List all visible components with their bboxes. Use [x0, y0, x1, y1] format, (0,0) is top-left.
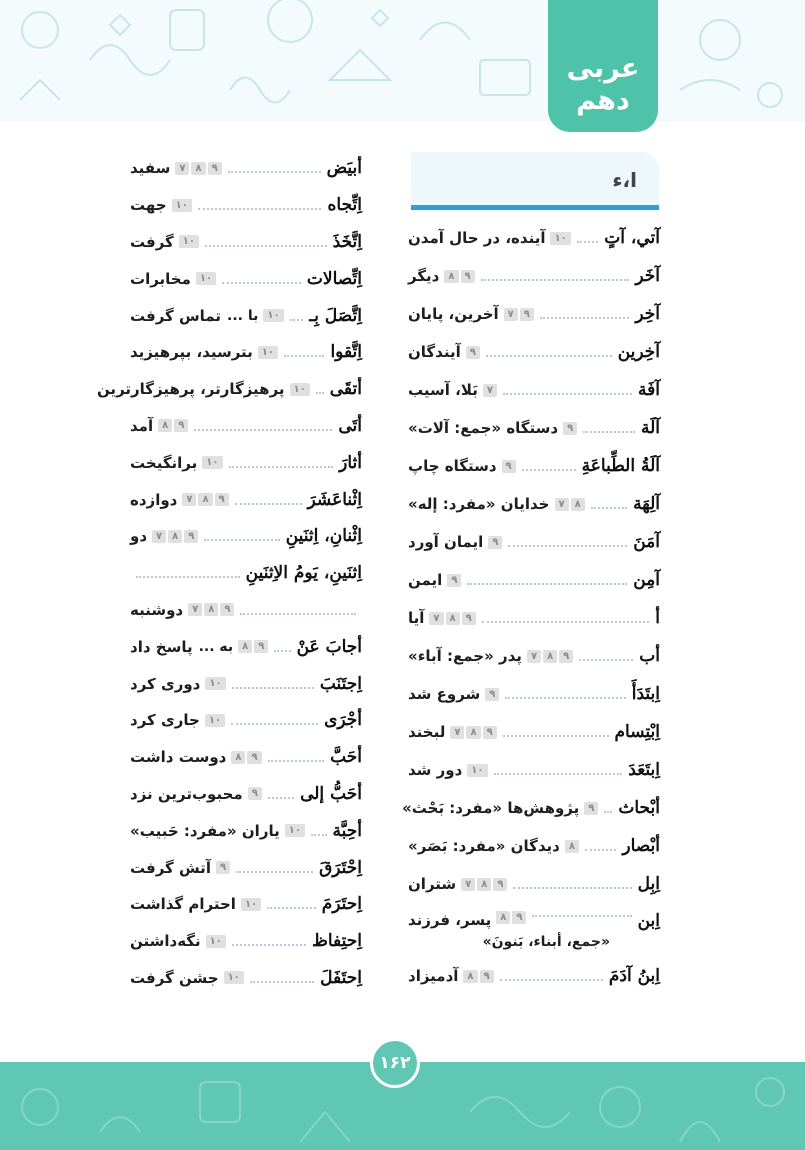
arabic-word: أ: [655, 608, 660, 628]
grade-tags: [563, 422, 577, 435]
grade-tag: ۷: [527, 650, 541, 663]
grade-tags: [555, 498, 585, 511]
left-column: [96, 150, 362, 996]
grade-tags: [202, 456, 222, 469]
arabic-word: اِتِّجاه: [327, 195, 362, 216]
section-title: ا،ء: [612, 168, 637, 192]
grade-tag: ۷: [483, 384, 497, 397]
vocab-entry: [130, 224, 362, 261]
arabic-word: أجابَ عَنْ: [296, 636, 362, 657]
vocab-entry: [408, 485, 660, 523]
arabic-word: اِثْناعَشَرَ: [307, 489, 362, 510]
arabic-word: اِثْنانِ، اِثنَینِ: [285, 526, 362, 547]
persian-meaning: دیدگان «مفرد: بَصَر»: [408, 837, 560, 855]
grade-tags: [182, 493, 228, 506]
leader-dots: [274, 650, 290, 652]
grade-tag: ۹: [462, 612, 476, 625]
leader-dots: [579, 659, 633, 661]
persian-meaning: دوشنبه: [130, 600, 184, 619]
vocab-entry: [408, 675, 660, 713]
leader-dots: [577, 241, 599, 243]
persian-meaning: ایمن: [408, 571, 443, 589]
grade-tag: ۸: [543, 650, 557, 663]
grade-tag: ۷: [555, 498, 569, 511]
grade-tag: ۹: [512, 911, 526, 924]
grade-tag: ۱۰: [205, 714, 225, 727]
badge-grade: دهم: [576, 85, 630, 116]
grade-tag: ۹: [493, 878, 507, 891]
grade-tag: ۹: [563, 422, 577, 435]
grade-tag: ۱۰: [258, 346, 278, 359]
leader-dots: [232, 944, 306, 946]
persian-meaning: آمد: [130, 416, 154, 435]
leader-dots: [585, 849, 616, 851]
grade-tags: [152, 530, 198, 543]
grade-tag: ۹: [215, 493, 229, 506]
persian-meaning: جاری کرد: [130, 711, 200, 730]
grade-tag: ۹: [485, 688, 499, 701]
leader-dots: [482, 621, 650, 623]
vocab-entry: [408, 523, 660, 561]
grade-tag: ۹: [216, 861, 230, 874]
grade-tag: ۸: [444, 270, 458, 283]
arabic-word: أحَبُّ إلی: [300, 783, 362, 804]
plural-note: «جمع، أبناء، بَنونَ»: [482, 934, 610, 950]
grade-tags: [429, 612, 475, 625]
arabic-word: أبْصار: [622, 836, 660, 856]
grade-tag: ۹: [184, 530, 198, 543]
vocab-entry: [408, 257, 660, 295]
grade-tags: [206, 935, 226, 948]
leader-dots: [235, 503, 302, 505]
arabic-word: أحَبَّ: [330, 747, 362, 768]
grade-tag: ۹: [447, 574, 461, 587]
persian-meaning: دستگاه چاپ: [408, 457, 497, 475]
grade-tags: [527, 650, 573, 663]
grade-tags: [466, 346, 480, 359]
arabic-word: أب: [639, 646, 660, 666]
vocab-entry: [130, 260, 362, 297]
persian-meaning: یاران «مفرد: حَبیب»: [130, 821, 280, 840]
leader-dots: [194, 429, 332, 431]
persian-meaning: پاسخ داد: [130, 637, 193, 656]
vocab-entry: [96, 371, 362, 408]
arabic-word: آلِهَة: [633, 494, 660, 514]
persian-meaning: مخابرات: [130, 269, 191, 288]
arabic-word: اِحتَفَلَ: [320, 967, 362, 988]
grade-tags: [290, 383, 310, 396]
vocab-entry: [130, 812, 362, 849]
persian-meaning: پژوهش‌ها «مفرد: بَحْث»: [402, 799, 580, 817]
vocab-entry: [130, 555, 362, 592]
leader-dots: [250, 981, 314, 983]
section-header: [411, 152, 659, 210]
grade-tag: ۷: [152, 530, 166, 543]
grade-tags: [550, 232, 570, 245]
leader-dots: [284, 355, 324, 357]
leader-dots: [228, 171, 321, 173]
grade-tags: [179, 235, 199, 248]
arabic-word: اِثنَینِ، یَومُ الاِثنَینِ: [245, 563, 362, 584]
arabic-word: أحِبَّة: [332, 820, 362, 841]
persian-meaning: نگه‌داشتن: [130, 932, 201, 951]
leader-dots: [522, 469, 576, 471]
persian-meaning: جشن گرفت: [130, 968, 219, 987]
leader-dots: [222, 282, 301, 284]
grade-tags: [175, 162, 221, 175]
grade-tag: ۷: [182, 493, 196, 506]
grade-tags: [488, 536, 502, 549]
grade-tag: ۸: [477, 878, 491, 891]
vocab-entry: [408, 371, 660, 409]
leader-dots: [267, 907, 316, 909]
leader-dots: [591, 507, 627, 509]
grade-tag: ۹: [488, 536, 502, 549]
leader-dots: [508, 545, 627, 547]
grade-tag: ۸: [204, 603, 218, 616]
leader-dots: [467, 583, 627, 585]
grade-tag: ۷: [429, 612, 443, 625]
grade-tags: [196, 272, 216, 285]
arabic-word: اِتَّصَلَ بِـ: [309, 305, 362, 326]
grade-tags: [238, 640, 268, 653]
arabic-word: آتي، آتٍ: [604, 228, 660, 248]
doodle-pattern: [0, 0, 805, 122]
grade-tags: [467, 764, 487, 777]
grade-tag: ۱۰: [263, 309, 283, 322]
vocab-entry: [130, 592, 362, 629]
arabic-word: اِتَّقوا: [330, 342, 362, 363]
arabic-word: أجْرَی: [324, 710, 362, 731]
book-badge: [548, 0, 658, 132]
vocab-entry: [130, 334, 362, 371]
vocab-entry: [408, 713, 660, 751]
arabic-word: آمِن: [633, 570, 660, 590]
grade-tag: ۱۰: [550, 232, 570, 245]
vocab-entry: [408, 219, 660, 257]
leader-dots: [505, 697, 625, 699]
badge-subject: عربی: [566, 53, 640, 84]
persian-meaning: لبخند: [408, 723, 446, 741]
grade-tag: ۸: [198, 493, 212, 506]
arabic-word: أثارَ: [339, 452, 362, 473]
leader-dots: [290, 319, 304, 321]
arabic-word: اِحتَرَمَ: [321, 894, 362, 915]
arabic-word: أبیَض: [326, 158, 362, 179]
arabic-word: اِبْتِسام: [614, 722, 660, 742]
grade-tag: ۹: [248, 787, 262, 800]
grade-tag: ۸: [565, 840, 579, 853]
grade-tag: ۸: [238, 640, 252, 653]
arabic-word: آفَة: [638, 380, 660, 400]
grade-tag: ۱۰: [206, 935, 226, 948]
preposition-hint: به ...: [198, 638, 234, 655]
vocab-entry: [408, 561, 660, 599]
grade-tags: [483, 384, 497, 397]
leader-dots: [494, 773, 623, 775]
persian-meaning: دوست داشت: [130, 748, 227, 767]
grade-tags: [248, 787, 262, 800]
persian-meaning: بترسید، بپرهیزید: [130, 343, 253, 362]
persian-meaning: سفید: [130, 159, 171, 178]
arabic-word: اِبتَعَدَ: [628, 760, 660, 780]
vocab-entry: [408, 295, 660, 333]
grade-tag: ۹: [247, 751, 261, 764]
grade-tag: ۷: [175, 162, 189, 175]
grade-tags: [496, 911, 526, 924]
persian-meaning: احترام گذاشت: [130, 895, 236, 914]
grade-tag: ۱۰: [241, 898, 261, 911]
persian-meaning: تماس گرفت: [130, 306, 221, 325]
grade-tag: ۱۰: [467, 764, 487, 777]
vocab-entry: [130, 297, 362, 334]
grade-tags: [258, 346, 278, 359]
persian-meaning: آیا: [408, 609, 425, 627]
leader-dots: [198, 208, 322, 210]
persian-meaning: گرفت: [130, 232, 174, 251]
leader-dots: [311, 834, 327, 836]
grade-tag: ۸: [571, 498, 585, 511]
grade-tag: ۱۰: [285, 824, 305, 837]
persian-meaning: شروع شد: [408, 685, 481, 703]
grade-tag: ۷: [461, 878, 475, 891]
arabic-word: آمَنَ: [633, 532, 660, 552]
leader-dots: [229, 466, 334, 468]
grade-tag: ۸: [446, 612, 460, 625]
vocab-entry: [130, 739, 362, 776]
arabic-word: اِبِل: [637, 874, 660, 894]
leader-dots: [268, 797, 294, 799]
arabic-word: آخِرین: [617, 342, 660, 362]
vocab-entry: [130, 187, 362, 224]
grade-tag: ۸: [496, 911, 510, 924]
vocab-entry: [408, 903, 660, 957]
arabic-word: أبْحاث: [618, 798, 660, 818]
grade-tags: [285, 824, 305, 837]
grade-tags: [224, 971, 244, 984]
grade-tag: ۷: [450, 726, 464, 739]
leader-dots: [540, 317, 629, 319]
arabic-word: أتقَی: [329, 379, 362, 400]
grade-tag: ۸: [158, 419, 172, 432]
preposition-hint: با ...: [227, 307, 259, 324]
vocab-entry: [130, 923, 362, 960]
persian-meaning: برانگیخت: [130, 453, 198, 472]
grade-tag: ۱۰: [179, 235, 199, 248]
grade-tags: [158, 419, 188, 432]
vocab-entry: [402, 789, 660, 827]
grade-tag: ۹: [208, 162, 222, 175]
grade-tag: ۸: [191, 162, 205, 175]
persian-meaning: ایمان آورد: [408, 533, 484, 551]
grade-tags: [241, 898, 261, 911]
persian-meaning: دوازده: [130, 490, 178, 509]
vocab-entry: [408, 447, 660, 485]
grade-tags: [205, 677, 225, 690]
grade-tag: ۷: [188, 603, 202, 616]
leader-dots: [232, 687, 314, 689]
grade-tag: ۹: [174, 419, 188, 432]
vocab-entry: [130, 518, 362, 555]
grade-tags: [444, 270, 474, 283]
arabic-word: آلَةُ الطِّباعَةِ: [581, 456, 660, 476]
persian-meaning: دستگاه «جمع: آلات»: [408, 419, 559, 437]
leader-dots: [240, 613, 356, 615]
grade-tag: ۱۰: [205, 677, 225, 690]
persian-meaning: پسر، فرزند: [408, 911, 492, 929]
grade-tag: ۹: [220, 603, 234, 616]
grade-tag: ۱۰: [290, 383, 310, 396]
arabic-word: اِحْتَرَقَ: [319, 857, 362, 878]
grade-tag: ۱۰: [196, 272, 216, 285]
arabic-word: آخَر: [635, 266, 660, 286]
persian-meaning: دو: [130, 527, 148, 546]
grade-tag: ۹: [520, 308, 534, 321]
grade-tags: [205, 714, 225, 727]
grade-tag: ۹: [483, 726, 497, 739]
vocab-entry: [408, 333, 660, 371]
persian-meaning: آتش گرفت: [130, 858, 211, 877]
grade-tags: [504, 308, 534, 321]
arabic-word: آلَة: [640, 418, 660, 438]
leader-dots: [532, 915, 631, 917]
leader-dots: [500, 979, 603, 981]
vocab-entry: [408, 751, 660, 789]
grade-tag: ۱۰: [224, 971, 244, 984]
grade-tags: [502, 460, 516, 473]
leader-dots: [503, 393, 632, 395]
grade-tag: ۸: [463, 970, 477, 983]
grade-tags: [584, 802, 598, 815]
grade-tags: [263, 309, 283, 322]
vocab-entry: [130, 408, 362, 445]
grade-tags: [188, 603, 234, 616]
grade-tag: ۹: [502, 460, 516, 473]
grade-tags: [485, 688, 499, 701]
grade-tag: ۹: [466, 346, 480, 359]
vocab-entry: [130, 665, 362, 702]
leader-dots: [136, 576, 240, 578]
persian-meaning: دوری کرد: [130, 674, 201, 693]
vocab-entry: [130, 628, 362, 665]
vocab-entry: [408, 637, 660, 675]
arabic-word: آخِر: [635, 304, 660, 324]
leader-dots: [583, 431, 635, 433]
grade-tag: ۸: [466, 726, 480, 739]
vocab-entry: [130, 702, 362, 739]
leader-dots: [205, 245, 327, 247]
leader-dots: [503, 735, 609, 737]
header-decoration: [0, 0, 805, 122]
grade-tag: ۹: [254, 640, 268, 653]
vocab-entry: [130, 776, 362, 813]
arabic-word: اِحتِفاظ: [312, 931, 362, 952]
leader-dots: [204, 539, 279, 541]
grade-tags: [450, 726, 496, 739]
persian-meaning: آخرین، پایان: [408, 305, 499, 323]
vocab-entry: [130, 849, 362, 886]
grade-tags: [461, 878, 507, 891]
grade-tags: [565, 840, 579, 853]
persian-meaning: محبوب‌ترین نزد: [130, 784, 243, 803]
grade-tags: [231, 751, 261, 764]
vocab-entry: [130, 481, 362, 518]
vocab-entry: [130, 150, 362, 187]
grade-tag: ۹: [559, 650, 573, 663]
leader-dots: [604, 811, 612, 813]
grade-tag: ۷: [504, 308, 518, 321]
persian-meaning: پرهیزگارتر، پرهیزگارترین: [96, 380, 285, 399]
persian-meaning: شتران: [408, 875, 457, 893]
persian-meaning: دور شد: [408, 761, 463, 779]
page-number: ۱۶۲: [370, 1038, 420, 1088]
leader-dots: [236, 871, 313, 873]
arabic-word: اِبتَدَأَ: [631, 684, 660, 704]
vocab-entry: [408, 599, 660, 637]
leader-dots: [268, 760, 325, 762]
persian-meaning: دیگر: [408, 267, 440, 285]
leader-dots: [231, 723, 318, 725]
persian-meaning: بَلا، آسیب: [408, 381, 478, 399]
leader-dots: [316, 392, 324, 394]
arabic-word: اِتَّخَذَ: [332, 231, 362, 252]
grade-tags: [463, 970, 493, 983]
grade-tags: [447, 574, 461, 587]
leader-dots: [513, 887, 631, 889]
arabic-word: اِجتَنَبَ: [319, 673, 362, 694]
grade-tag: ۹: [480, 970, 494, 983]
persian-meaning: آیندگان: [408, 343, 461, 361]
leader-dots: [486, 355, 612, 357]
persian-meaning: آدمیزاد: [408, 967, 459, 985]
persian-meaning: جهت: [130, 196, 167, 215]
leader-dots: [481, 279, 630, 281]
persian-meaning: آینده، در حال آمدن: [408, 229, 546, 247]
right-column: [402, 219, 660, 995]
vocab-entry: [130, 960, 362, 997]
grade-tag: ۱۰: [202, 456, 222, 469]
vocab-entry: [130, 886, 362, 923]
grade-tags: [172, 199, 192, 212]
vocab-entry: [408, 865, 660, 903]
arabic-word: اِبن: [637, 911, 660, 931]
vocab-entry: [408, 827, 660, 865]
vocab-entry: [408, 957, 660, 995]
grade-tag: ۹: [584, 802, 598, 815]
arabic-word: اِتِّصالات: [306, 268, 362, 289]
grade-tag: ۸: [231, 751, 245, 764]
persian-meaning: خدایان «مفرد: إله»: [408, 495, 550, 513]
grade-tag: ۸: [168, 530, 182, 543]
grade-tag: ۹: [461, 270, 475, 283]
grade-tag: ۱۰: [172, 199, 192, 212]
arabic-word: أتَی: [338, 415, 362, 436]
vocab-entry: [408, 409, 660, 447]
arabic-word: اِبنُ آدَمَ: [608, 966, 660, 986]
grade-tags: [216, 861, 230, 874]
vocab-entry: [130, 444, 362, 481]
persian-meaning: پدر «جمع: آباء»: [408, 647, 522, 665]
